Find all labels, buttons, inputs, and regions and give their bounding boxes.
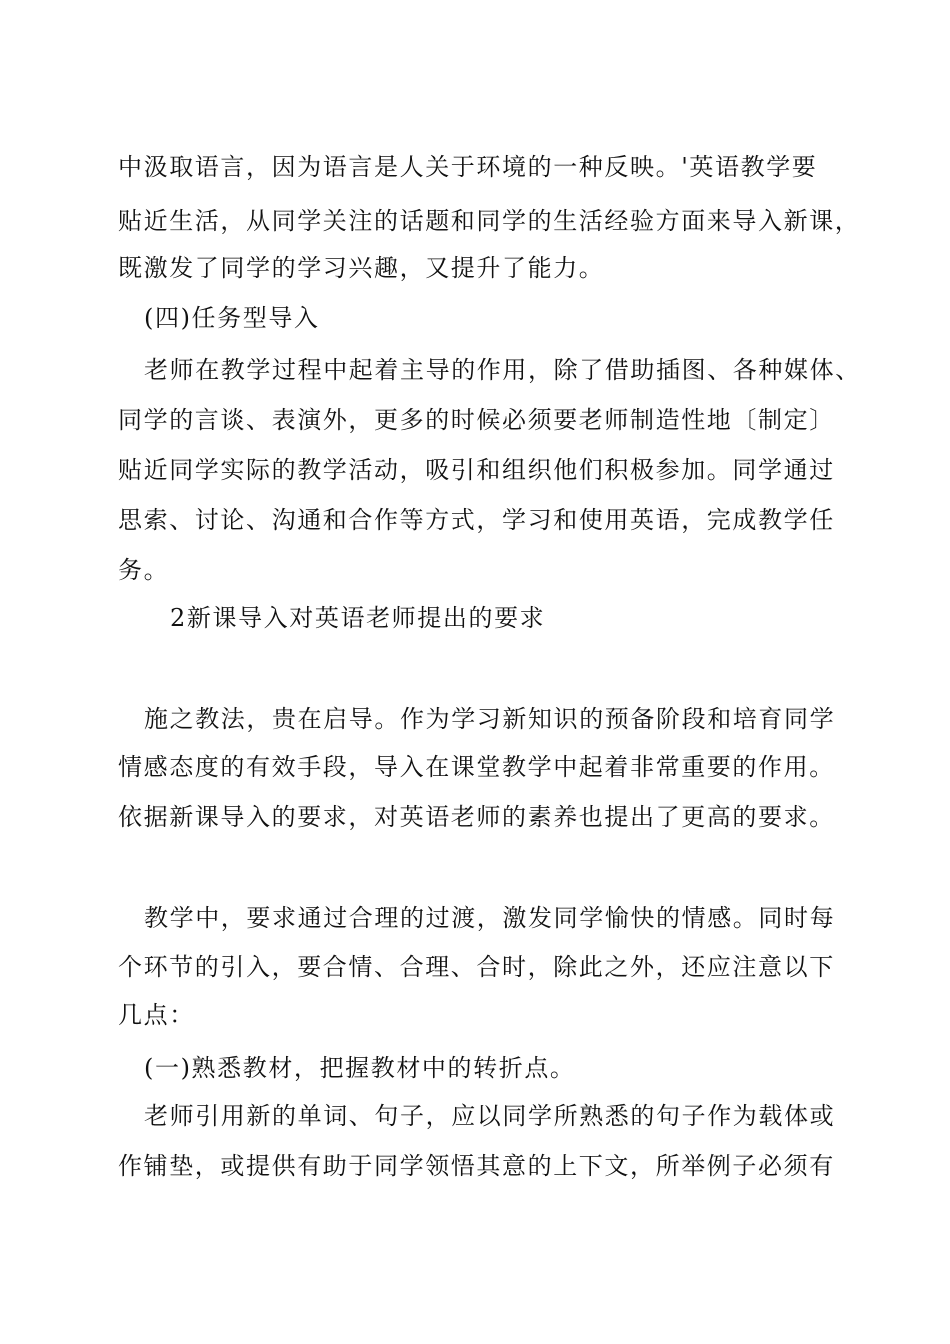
section-heading: 2新课导入对英语老师提出的要求 <box>170 604 546 632</box>
text-line: 几点： <box>118 1001 195 1029</box>
text-line: 中汲取语言，因为语言是人关于环境的一种反映。'英语教学要 <box>118 153 818 181</box>
text-line: 教学中，要求通过合理的过渡，激发同学愉快的情感。同时每 <box>144 904 836 932</box>
text-line: 贴近同学实际的教学活动，吸引和组织他们积极参加。同学通过 <box>118 456 835 484</box>
text-line: 老师在教学过程中起着主导的作用，除了借助插图、各种媒体、 <box>144 356 861 384</box>
text-line: 既激发了同学的学习兴趣，又提升了能力。 <box>118 254 605 282</box>
text-line: 务。 <box>118 556 170 584</box>
text-line: 贴近生活，从同学关注的话题和同学的生活经验方面来导入新课， <box>118 207 861 235</box>
text-line: 同学的言谈、表演外，更多的时候必须要老师制造性地〔制定〕 <box>118 406 835 434</box>
text-line: 依据新课导入的要求，对英语老师的素养也提出了更高的要求。 <box>118 803 835 831</box>
text-line: 个环节的引入，要合情、合理、合时，除此之外，还应注意以下 <box>118 953 835 981</box>
text-line: 情感态度的有效手段，导入在课堂教学中起着非常重要的作用。 <box>118 753 835 781</box>
text-line: 思索、讨论、沟通和合作等方式，学习和使用英语，完成教学任 <box>118 506 835 534</box>
section-heading: (一)熟悉教材，把握教材中的转折点。 <box>144 1054 576 1082</box>
text-line: 作铺垫，或提供有助于同学领悟其意的上下文，所举例子必须有 <box>118 1152 835 1180</box>
text-line: 施之教法，贵在启导。作为学习新知识的预备阶段和培育同学 <box>144 705 836 733</box>
text-line: 老师引用新的单词、句子，应以同学所熟悉的句子作为载体或 <box>144 1102 836 1130</box>
section-heading: (四)任务型导入 <box>144 304 320 332</box>
